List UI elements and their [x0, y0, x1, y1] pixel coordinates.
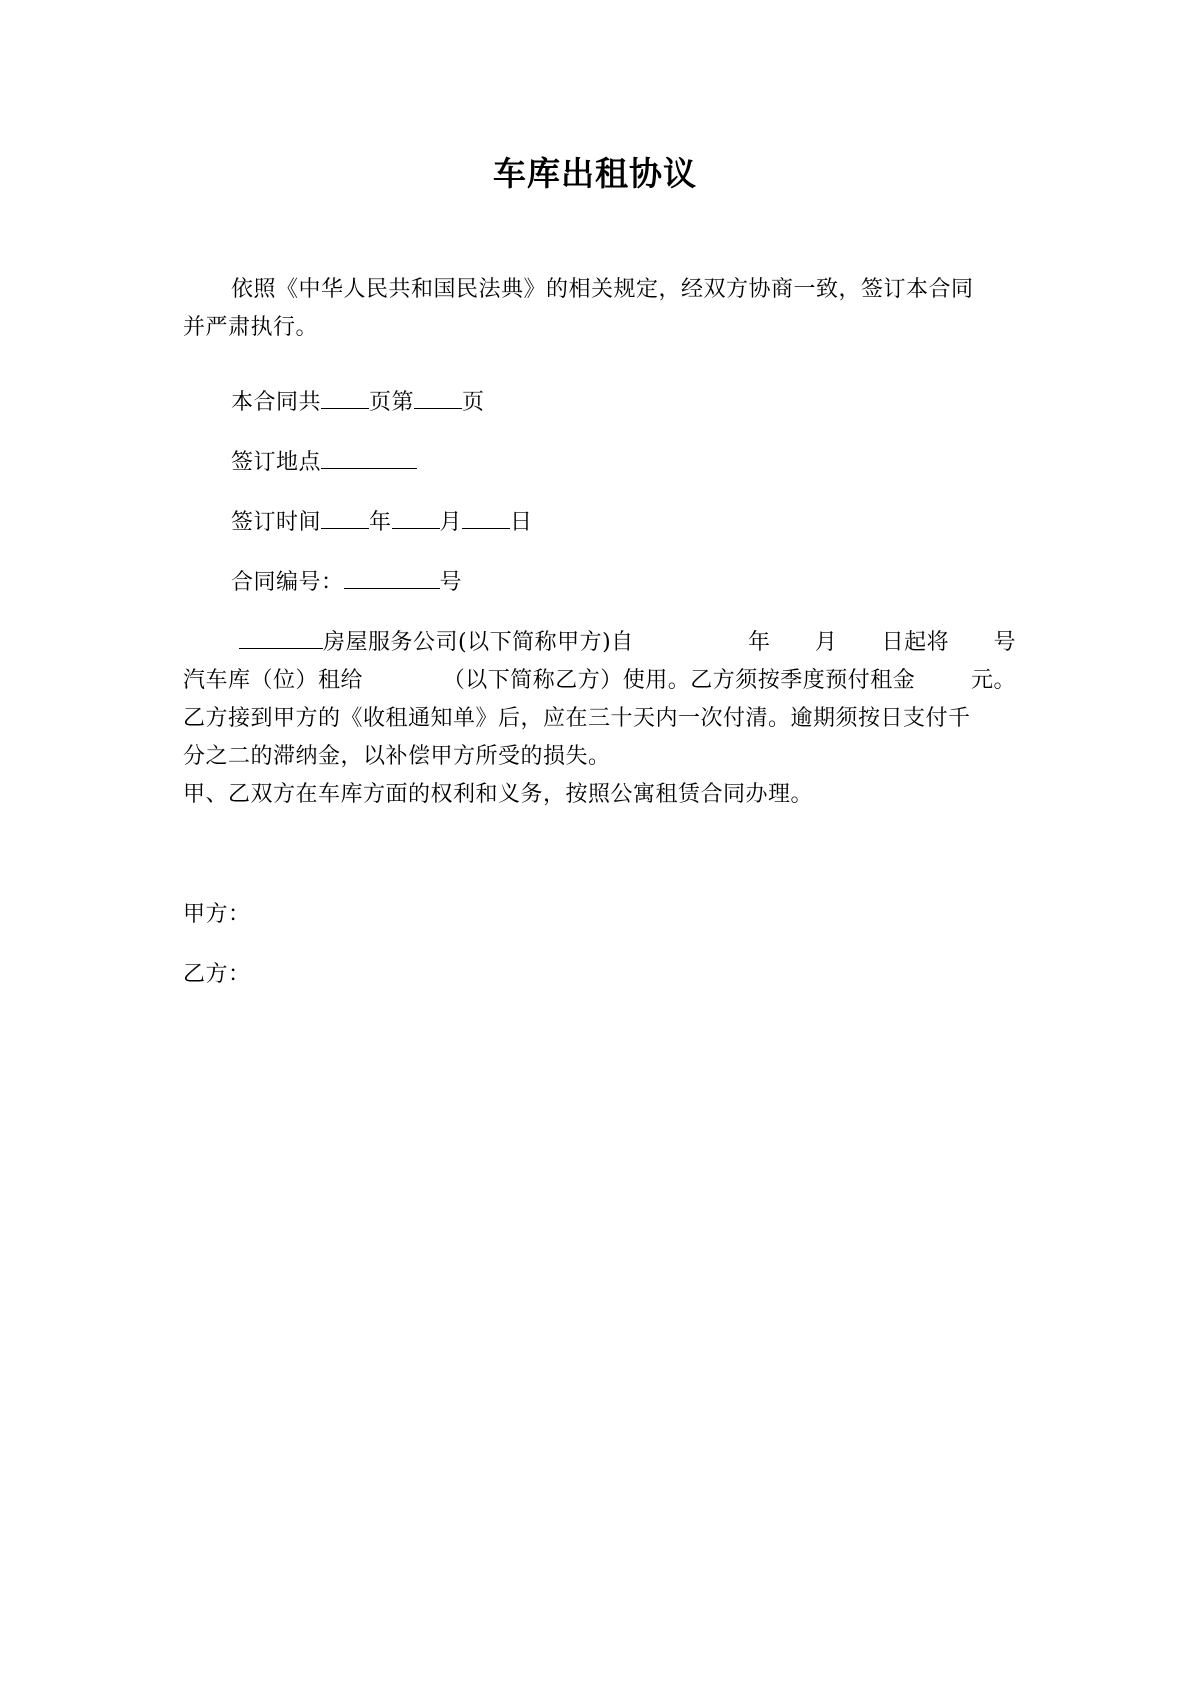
page-count-middle: 页第	[369, 390, 415, 415]
lease-start-year: 年	[747, 630, 771, 655]
lease-clause-garage: 汽车库（位）租给	[183, 668, 364, 693]
lease-clause-line-1	[183, 624, 1016, 662]
page-count-line	[183, 384, 1016, 422]
intro-line-2: 并严肃执行。	[183, 315, 319, 340]
contract-number-blank	[344, 566, 440, 589]
day-label: 日	[510, 510, 533, 535]
page-count-prefix: 本合同共	[231, 390, 322, 415]
current-page-blank	[414, 386, 462, 409]
page-count-suffix: 页	[462, 390, 485, 415]
lease-clause-line-2	[183, 662, 1016, 700]
contract-number-line	[183, 564, 1016, 602]
garage-number-label: 号	[993, 630, 1016, 655]
lease-clause-paragraph	[183, 624, 1016, 776]
company-blank	[239, 626, 323, 649]
year-blank	[321, 506, 369, 529]
total-pages-blank	[321, 386, 369, 409]
lease-clause-rent-unit: 元。	[970, 668, 1016, 693]
lease-start-month: 月	[814, 630, 838, 655]
month-label: 月	[439, 510, 463, 535]
lease-clause-lead	[183, 624, 634, 662]
lease-clause-tenant: （以下简称乙方）使用。乙方须按季度预付租金	[442, 668, 916, 693]
signing-place-label: 签订地点	[231, 450, 322, 475]
signing-place-line	[183, 444, 1016, 482]
intro-paragraph	[183, 271, 1016, 347]
lease-clause-line-4: 分之二的滞纳金，以补偿甲方所受的损失。	[183, 744, 611, 769]
party-a-label: 甲方：	[183, 902, 251, 927]
signing-date-label: 签订时间	[231, 510, 322, 535]
day-blank	[462, 506, 510, 529]
contract-number-label: 合同编号：	[231, 570, 344, 595]
signing-place-blank	[321, 446, 417, 469]
month-blank	[392, 506, 440, 529]
lease-clause-company: 房屋服务公司(以下简称甲方)自	[323, 630, 634, 655]
lease-start-day: 日起将	[881, 630, 950, 655]
party-b-label: 乙方：	[183, 962, 251, 987]
signing-date-line	[183, 504, 1016, 542]
document-title: 车库出租协议	[493, 154, 697, 193]
year-label: 年	[369, 510, 392, 535]
intro-line-1: 依照《中华人民共和国民法典》的相关规定，经双方协商一致，签订本合同	[231, 277, 974, 302]
rights-clause: 甲、乙双方在车库方面的权利和义务，按照公寓租赁合同办理。	[183, 782, 814, 807]
lease-clause-line-3: 乙方接到甲方的《收租通知单》后，应在三十天内一次付清。逾期须按日支付千	[183, 706, 971, 731]
contract-number-suffix: 号	[439, 570, 463, 595]
